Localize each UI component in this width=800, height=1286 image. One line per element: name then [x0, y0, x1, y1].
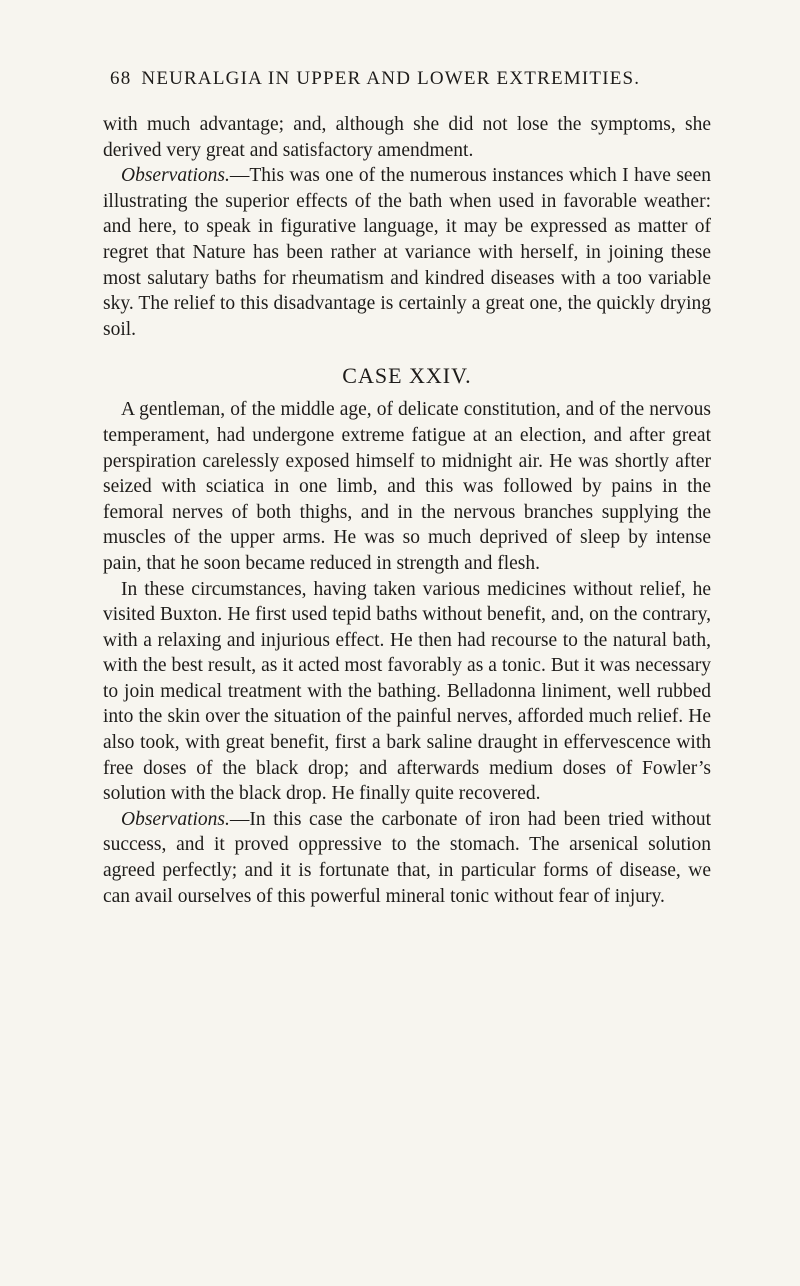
observations-label: Observations. [121, 165, 230, 187]
running-head [110, 68, 710, 90]
paragraph-treatment: In these circumstances, having taken various medicines without relief, he visited Buxton. He first used tepid baths without benefit, and, on the contrary, with a relaxing and injurious effect. He then had recourse to the natural bath, with the best result, as it acted most favorably as a tonic. But it was necessary to join medical treatment with the bathing. Belladonna liniment, well rubbed into the skin over the situation of the painful nerves, afforded much relief. He also took, with great benefit, first a bark saline draught in effervescence with free doses of the black drop; and afterwards medium doses of Fowler’s solution with the black drop. He finally quite recovered. [103, 578, 711, 805]
observations-text: —This was one of the numerous instances which I have seen illustrating the superior effects of the bath when used in favorable weather: and here, to speak in figurative language, it may be expressed as matter of regret that Nature has been rather at variance with herself, in joining these most salutary baths for rheumatism and kindred diseases with a too variable sky. The relief to this disadvantage is certainly a great one, the quickly drying soil. [103, 165, 711, 340]
paragraph-observations-1 [103, 163, 711, 342]
case-heading: CASE XXIV. [342, 363, 472, 389]
observations-text: —In this case the carbonate of iron had been tried without success, and it proved oppressive to the stomach. The arsenical solution agreed perfectly; and it is fortunate that, in particular forms of disease, we can avail ourselves of this powerful mineral tonic without fear of injury. [103, 808, 711, 907]
body-text [103, 112, 711, 909]
running-title: NEURALGIA IN UPPER AND LOWER EXTREMITIES. [141, 68, 641, 89]
paragraph-case-description: A gentleman, of the middle age, of delicate constitution, and of the nervous temperament, had undergone extreme fatigue at an election, and after great perspiration carelessly exposed himself to midnight air. He was shortly after seized with sciatica in one limb, and this was followed by pains in the femoral nerves of both thighs, and in the nervous branches supplying the muscles of the upper arms. He was so much deprived of sleep by intense pain, that he soon became reduced in strength and flesh. [103, 399, 711, 574]
paragraph-continuation: with much advantage; and, although she did not lose the symptoms, she derived very great and satisfactory amendment. [103, 114, 711, 161]
paragraph-observations-2 [103, 807, 711, 909]
page-number: 68 [110, 68, 132, 89]
observations-label: Observations. [121, 808, 230, 830]
